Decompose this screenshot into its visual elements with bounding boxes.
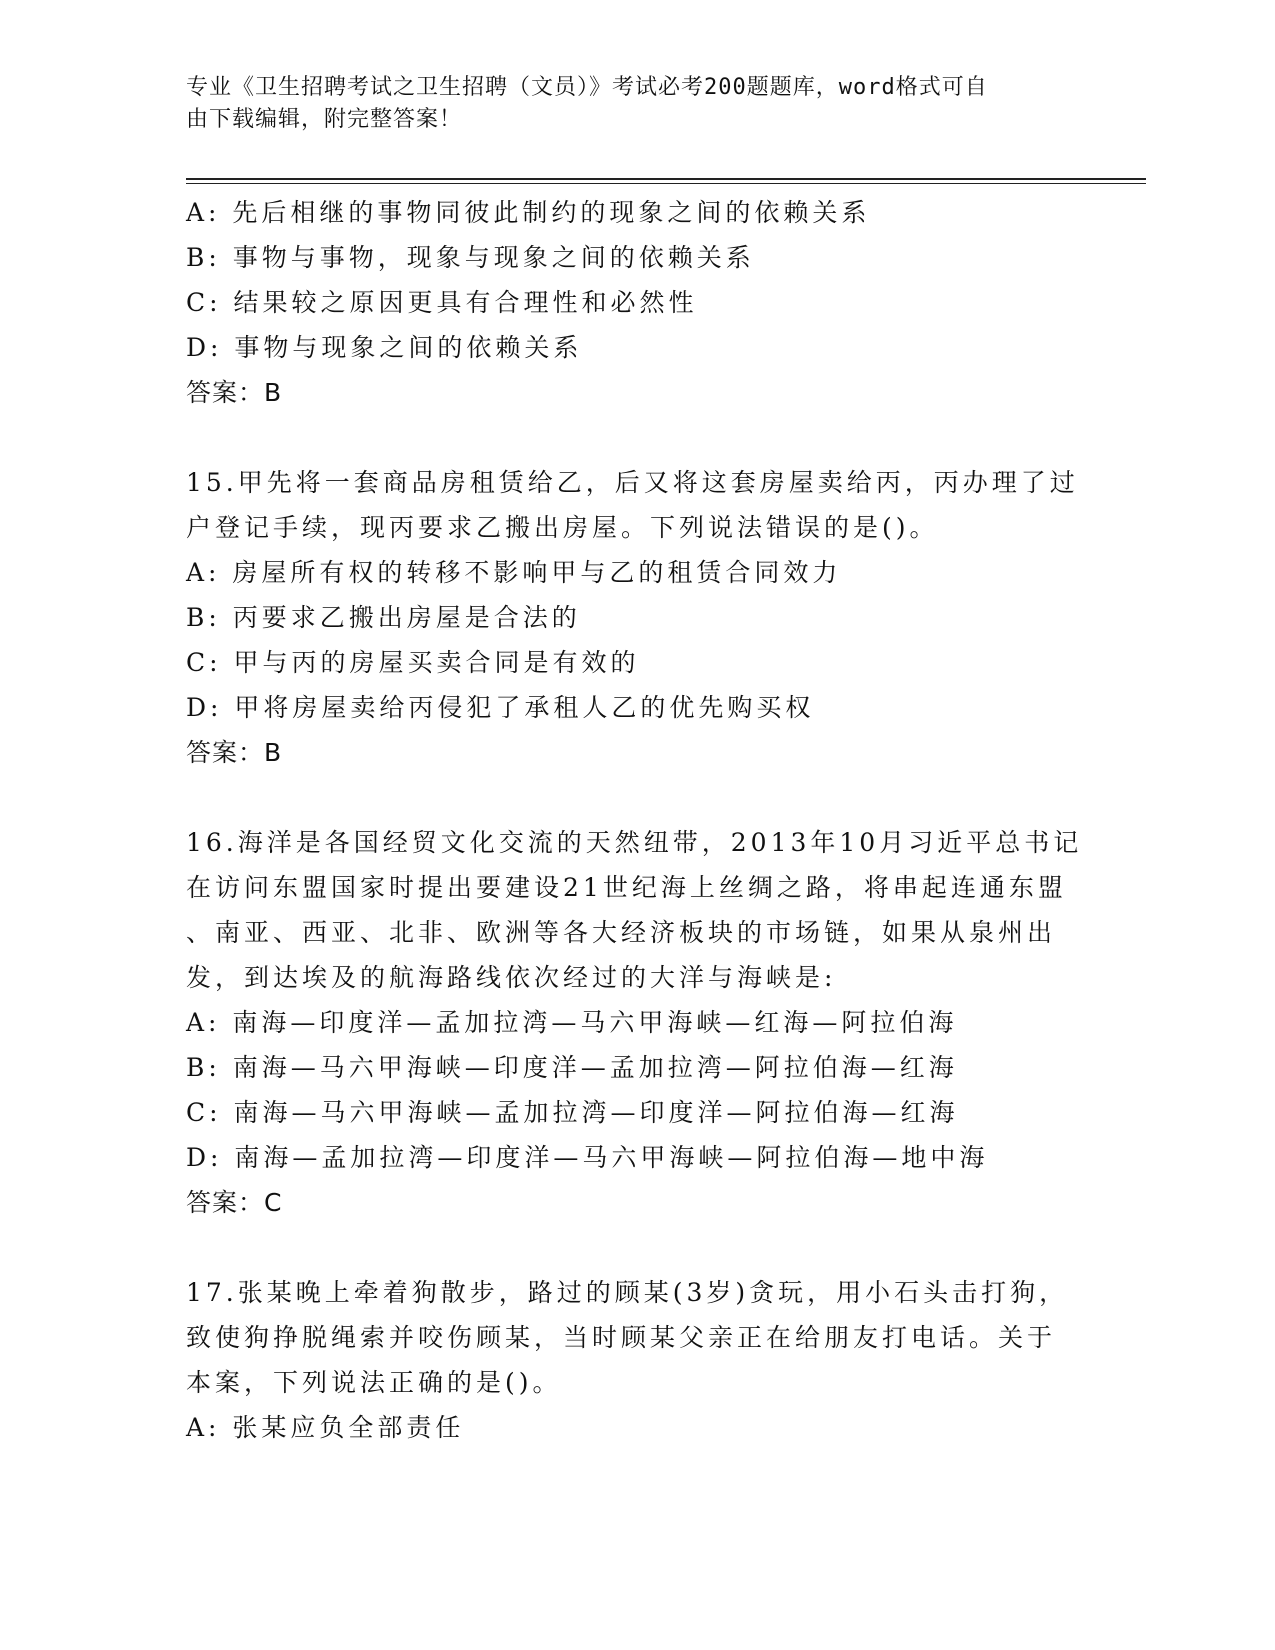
- question-14: [186, 190, 1086, 415]
- question-stem-line: 、南亚、西亚、北非、欧洲等各大经济板块的市场链，如果从泉州出: [186, 918, 1057, 947]
- question-16: [186, 820, 1086, 1225]
- option-d: D: 甲将房屋卖给丙侵犯了承租人乙的优先购买权: [186, 693, 815, 722]
- option-a: A: 张某应负全部责任: [186, 1413, 465, 1442]
- spacer: [186, 775, 1086, 820]
- option-b: B: 事物与事物，现象与现象之间的依赖关系: [186, 243, 755, 272]
- answer-line: 答案：B: [186, 738, 283, 767]
- header-divider-thin: [186, 183, 1146, 184]
- question-stem-line: 16.海洋是各国经贸文化交流的天然纽带，2013年10月习近平总书记: [186, 828, 1083, 857]
- option-a: A: 房屋所有权的转移不影响甲与乙的租赁合同效力: [186, 558, 842, 587]
- answer-line: 答案：B: [186, 378, 283, 407]
- option-a: A: 先后相继的事物同彼此制约的现象之间的依赖关系: [186, 198, 871, 227]
- question-stem-line: 发，到达埃及的航海路线依次经过的大洋与海峡是:: [186, 963, 837, 992]
- option-a: A: 南海—印度洋—孟加拉湾—马六甲海峡—红海—阿拉伯海: [186, 1008, 958, 1037]
- question-stem-line: 户登记手续，现丙要求乙搬出房屋。下列说法错误的是()。: [186, 513, 939, 542]
- question-stem-line: 致使狗挣脱绳索并咬伤顾某，当时顾某父亲正在给朋友打电话。关于: [186, 1323, 1057, 1352]
- option-b: B: 丙要求乙搬出房屋是合法的: [186, 603, 581, 632]
- option-c: C: 南海—马六甲海峡—孟加拉湾—印度洋—阿拉伯海—红海: [186, 1098, 959, 1127]
- question-15: [186, 460, 1086, 775]
- option-c: C: 甲与丙的房屋买卖合同是有效的: [186, 648, 640, 677]
- spacer: [186, 415, 1086, 460]
- spacer: [186, 1225, 1086, 1270]
- option-d: D: 南海—孟加拉湾—印度洋—马六甲海峡—阿拉伯海—地中海: [186, 1143, 989, 1172]
- question-stem-line: 15.甲先将一套商品房租赁给乙，后又将这套房屋卖给丙，丙办理了过: [186, 468, 1079, 497]
- header-line-2: 由下载编辑，附完整答案！: [186, 107, 463, 132]
- question-17: [186, 1270, 1086, 1450]
- question-stem-line: 在访问东盟国家时提出要建设21世纪海上丝绸之路，将串起连通东盟: [186, 873, 1067, 902]
- option-d: D: 事物与现象之间的依赖关系: [186, 333, 583, 362]
- question-stem-line: 本案，下列说法正确的是()。: [186, 1368, 562, 1397]
- question-list: [186, 190, 1086, 1450]
- header-line-1: 专业《卫生招聘考试之卫生招聘（文员）》考试必考200题题库，word格式可自: [186, 75, 988, 100]
- document-header: [186, 72, 1066, 136]
- answer-line: 答案：C: [186, 1188, 283, 1217]
- option-c: C: 结果较之原因更具有合理性和必然性: [186, 288, 698, 317]
- question-stem-line: 17.张某晚上牵着狗散步，路过的顾某(3岁)贪玩，用小石头击打狗，: [186, 1278, 1069, 1307]
- header-divider-thick: [186, 178, 1146, 180]
- option-b: B: 南海—马六甲海峡—印度洋—孟加拉湾—阿拉伯海—红海: [186, 1053, 958, 1082]
